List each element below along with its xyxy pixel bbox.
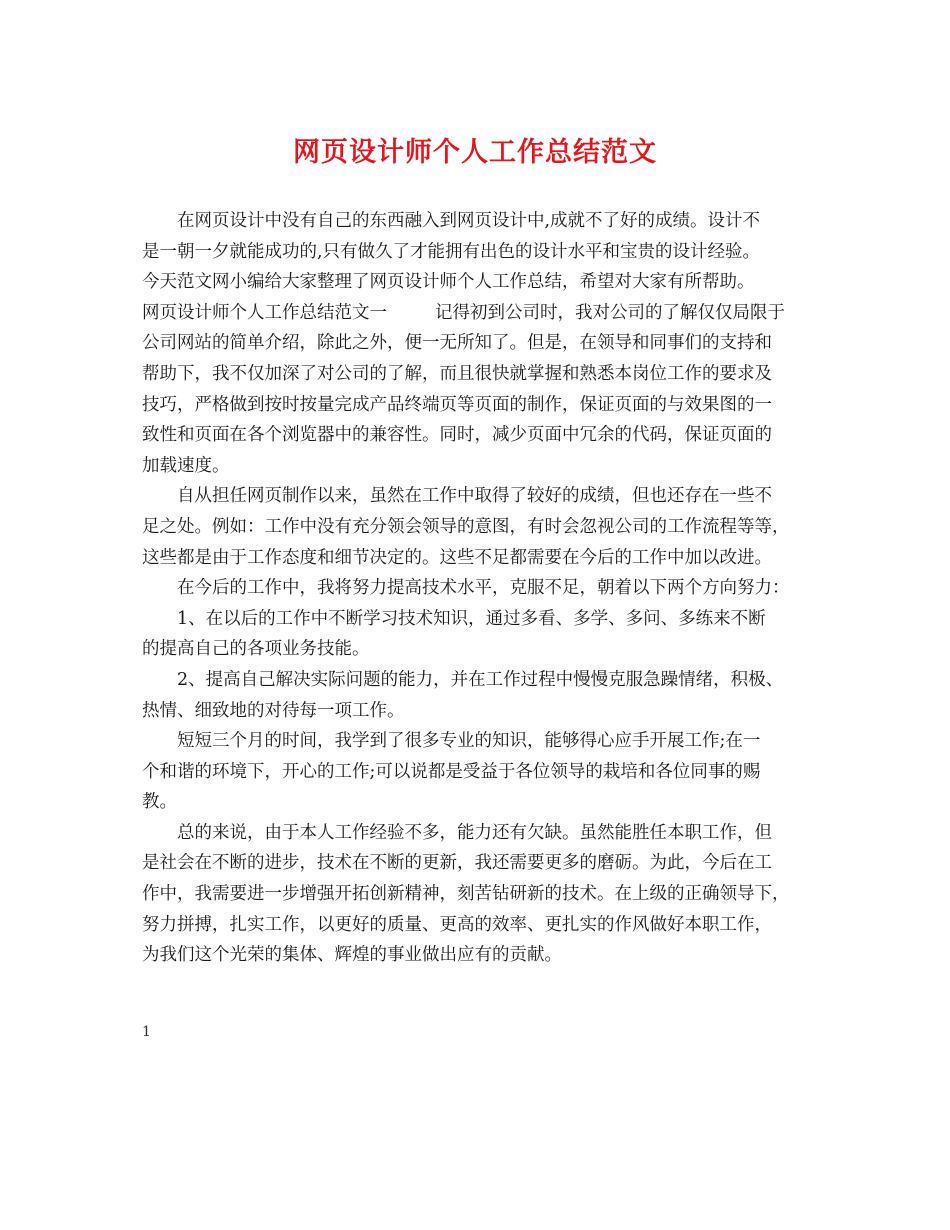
text-line: 加载速度。: [142, 455, 230, 476]
text-line: 是社会在不断的进步，技术在不断的更新，我还需要更多的磨砺。为此，今后在工: [142, 853, 772, 874]
text-line: 在网页设计中没有自己的东西融入到网页设计中,成就不了好的成绩。设计不: [177, 211, 761, 231]
text-line: 技巧，严格做到按时按量完成产品终端页等页面的制作，保证页面的与效果图的一: [142, 394, 772, 415]
text-line: 公司网站的简单介绍，除此之外，便一无所知了。但是，在领导和同事们的支持和: [142, 333, 772, 354]
section-heading: 网页设计师个人工作总结范文一: [142, 302, 387, 323]
text-line: 足之处。例如：工作中没有充分领会领导的意图，有时会忽视公司的工作流程等等，: [142, 516, 790, 537]
text-line: 个和谐的环境下，开心的工作;可以说都是受益于各位领导的栽培和各位同事的赐: [142, 761, 761, 782]
text-line: 在今后的工作中，我将努力提高技术水平，克服不足，朝着以下两个方向努力：: [177, 578, 790, 599]
document-title: 网页设计师个人工作总结范文: [293, 137, 657, 168]
text-line: 为我们这个光荣的集体、辉煌的事业做出应有的贡献。: [142, 945, 562, 966]
text-line-with-section-heading: [142, 298, 822, 329]
text-line: 是一朝一夕就能成功的,只有做久了才能拥有出色的设计水平和宝贵的设计经验。: [142, 241, 761, 262]
text-line: 作中，我需要进一步增强开拓创新精神，刻苦钻研新的技术。在上级的正确领导下，: [142, 884, 790, 905]
text-line: 努力拼搏，扎实工作，以更好的质量、更高的效率、更扎实的作风做好本职工作，: [142, 914, 772, 935]
text-line: 的提高自己的各项业务技能。: [142, 639, 370, 660]
text-line: 致性和页面在各个浏览器中的兼容性。同时，减少页面中冗余的代码，保证页面的: [142, 425, 772, 446]
text-line: 1、在以后的工作中不断学习技术知识，通过多看、多学、多问、多练来不断: [177, 608, 766, 629]
text-line: 自从担任网页制作以来，虽然在工作中取得了较好的成绩，但也还存在一些不: [177, 486, 772, 507]
text-line: 帮助下，我不仅加深了对公司的了解，而且很快就掌握和熟悉本岗位工作的要求及: [142, 363, 772, 384]
text-line: 今天范文网小编给大家整理了网页设计师个人工作总结，希望对大家有所帮助。: [142, 272, 755, 293]
page-number: 1: [142, 1024, 151, 1040]
text-line: 短短三个月的时间，我学到了很多专业的知识，能够得心应手开展工作;在一: [177, 731, 761, 752]
text-line: 教。: [142, 792, 177, 813]
section-first-sentence: 记得初到公司时，我对公司的了解仅仅局限于: [435, 302, 785, 323]
document-body: [142, 206, 822, 971]
text-line: 总的来说，由于本人工作经验不多，能力还有欠缺。虽然能胜任本职工作，但: [177, 822, 772, 843]
text-line: 热情、细致地的对待每一项工作。: [142, 700, 405, 721]
text-line: 2、提高自己解决实际问题的能力，并在工作过程中慢慢克服急躁情绪，积极、: [177, 669, 784, 690]
text-line: 这些都是由于工作态度和细节决定的。这些不足都需要在今后的工作中加以改进。: [142, 547, 772, 568]
